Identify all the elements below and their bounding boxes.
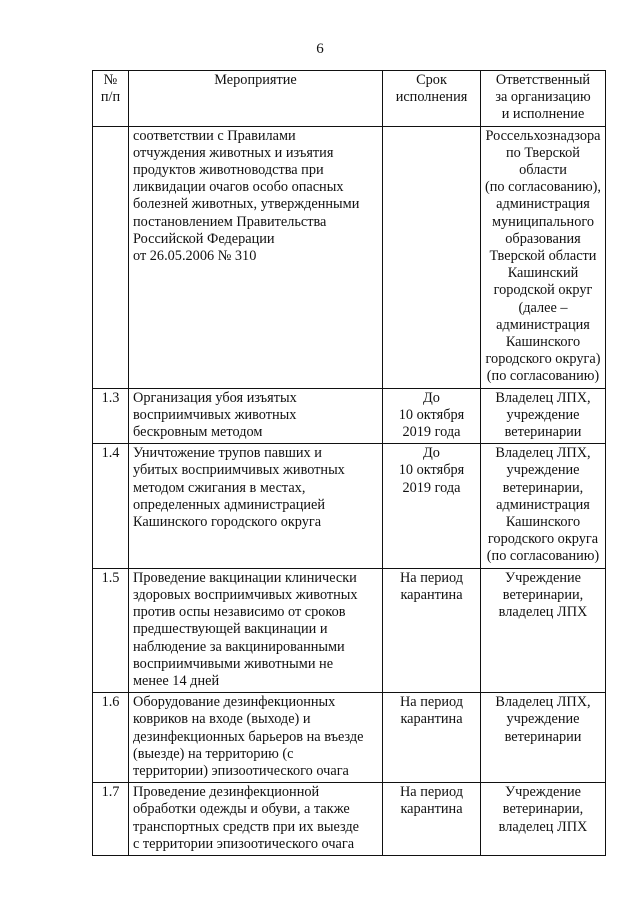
cell-line: (по согласованию)	[486, 548, 600, 565]
cell-line: 1.5	[101, 569, 120, 586]
cell-line: владелец ЛПХ	[498, 604, 588, 621]
cell-line: постановлением Правительства	[133, 213, 327, 230]
table-row	[93, 444, 606, 568]
cell-line: области	[519, 162, 567, 179]
cell-measure	[129, 126, 383, 388]
cell-measure	[129, 444, 383, 568]
cell-line: по Тверской	[506, 144, 580, 161]
cell-term	[383, 444, 481, 568]
cell-line: образования	[505, 230, 581, 247]
cell-line: методом сжигания в местах,	[133, 479, 306, 496]
cell-line: п/п	[100, 89, 121, 106]
cell-num	[93, 783, 129, 856]
cell-responsible	[481, 568, 606, 692]
cell-line: Организация убоя изъятых	[133, 389, 297, 406]
cell-responsible	[481, 693, 606, 783]
header-term	[383, 71, 481, 127]
cell-line: На период	[399, 784, 464, 801]
table-row	[93, 568, 606, 692]
cell-line: Тверской области	[489, 248, 597, 265]
cell-line: городского округа)	[485, 351, 601, 368]
cell-num	[93, 693, 129, 783]
cell-line: восприимчивыми животными не	[133, 655, 334, 672]
header-responsible	[481, 71, 606, 127]
cell-term	[383, 693, 481, 783]
table-header-row	[93, 71, 606, 127]
cell-line: 10 октября	[398, 462, 465, 479]
cell-line: за организацию	[495, 89, 591, 106]
cell-line: убитых восприимчивых животных	[133, 462, 345, 479]
cell-line: №	[103, 72, 118, 88]
cell-line: Кашинского городского округа	[133, 514, 322, 531]
table-row	[93, 126, 606, 388]
cell-line: Владелец ЛПХ,	[495, 389, 591, 406]
cell-responsible	[481, 126, 606, 388]
cell-line: Кашинского	[505, 334, 581, 351]
cell-line: 1.6	[101, 694, 120, 711]
cell-term	[383, 568, 481, 692]
cell-line: бескровным методом	[133, 424, 263, 441]
cell-line: 2019 года	[402, 424, 461, 441]
cell-line: ветеринарии	[504, 424, 582, 441]
cell-line: соответствии с Правилами	[133, 127, 296, 144]
cell-line: городской округ	[493, 282, 593, 299]
cell-line: Кашинского	[505, 514, 581, 531]
cell-line: обработки одежды и обуви, а также	[133, 801, 350, 818]
cell-responsible	[481, 388, 606, 444]
cell-line: ветеринарии,	[502, 801, 584, 818]
cell-line: Учреждение	[505, 569, 581, 586]
cell-line: наблюдение за вакцинированными	[133, 638, 345, 655]
cell-line: Владелец ЛПХ,	[495, 694, 591, 711]
cell-measure	[129, 693, 383, 783]
cell-line: отчуждения животных и изъятия	[133, 144, 334, 161]
cell-line: исполнения	[395, 89, 468, 106]
cell-line: 2019 года	[402, 479, 461, 496]
cell-line: 1.4	[101, 445, 120, 462]
cell-line: На период	[399, 569, 464, 586]
cell-line: (выезде) на территорию (с	[133, 745, 294, 762]
cell-line: карантина	[400, 711, 463, 728]
cell-line: транспортных средств при их выезде	[133, 818, 360, 835]
measures-table	[92, 70, 606, 856]
cell-line: ветеринарии,	[502, 586, 584, 603]
cell-term	[383, 388, 481, 444]
cell-line: предшествующей вакцинации и	[133, 621, 328, 638]
header-num	[93, 71, 129, 127]
cell-line: администрация	[496, 196, 590, 213]
cell-line: 10 октября	[398, 406, 465, 423]
cell-line: болезней животных, утвержденными	[133, 196, 360, 213]
header-measure	[129, 71, 383, 127]
cell-line: До	[423, 445, 440, 462]
cell-line: Учреждение	[505, 784, 581, 801]
cell-line: против оспы независимо от сроков	[133, 604, 346, 621]
cell-line: Проведение вакцинации клинически	[133, 569, 357, 586]
cell-term	[383, 783, 481, 856]
cell-responsible	[481, 783, 606, 856]
cell-line: Россельхознадзора	[485, 127, 601, 144]
cell-line: Ответственный	[495, 72, 591, 88]
cell-line: учреждение	[506, 406, 580, 423]
cell-responsible	[481, 444, 606, 568]
cell-measure	[129, 783, 383, 856]
cell-line: Российской Федерации	[133, 230, 275, 247]
cell-line: восприимчивых животных	[133, 406, 297, 423]
cell-line: с территории эпизоотического очага	[133, 835, 355, 852]
cell-line: определенных администрацией	[133, 496, 326, 513]
cell-line: администрация	[496, 316, 590, 333]
cell-line: дезинфекционных барьеров на въезде	[133, 728, 364, 745]
cell-num	[93, 126, 129, 388]
cell-line: учреждение	[506, 462, 580, 479]
cell-line: (по согласованию)	[486, 368, 600, 385]
cell-line: ветеринарии	[504, 728, 582, 745]
cell-line: Уничтожение трупов павших и	[133, 445, 322, 462]
page-number: 6	[316, 41, 324, 57]
cell-num	[93, 388, 129, 444]
cell-line: карантина	[400, 801, 463, 818]
cell-line: ковриков на входе (выходе) и	[133, 711, 311, 728]
cell-line: На период	[399, 694, 464, 711]
cell-line: продуктов животноводства при	[133, 162, 324, 179]
cell-line: Кашинский	[507, 265, 579, 282]
cell-line: Оборудование дезинфекционных	[133, 694, 336, 711]
cell-num	[93, 444, 129, 568]
cell-line: Проведение дезинфекционной	[133, 784, 320, 801]
cell-line: учреждение	[506, 711, 580, 728]
cell-line: ветеринарии,	[502, 479, 584, 496]
cell-line: здоровых восприимчивых животных	[133, 586, 358, 603]
cell-line: (по согласованию),	[485, 179, 601, 196]
cell-line: и исполнение	[501, 106, 585, 123]
cell-measure	[129, 568, 383, 692]
cell-line: муниципального	[491, 213, 595, 230]
cell-line: 1.3	[101, 389, 120, 406]
cell-line: Мероприятие	[214, 72, 297, 88]
cell-line: администрация	[496, 496, 590, 513]
cell-line: ликвидации очагов особо опасных	[133, 179, 344, 196]
cell-line: 1.7	[101, 784, 120, 801]
cell-line: городского округа	[487, 531, 599, 548]
table-row	[93, 693, 606, 783]
table-row	[93, 388, 606, 444]
cell-term	[383, 126, 481, 388]
cell-measure	[129, 388, 383, 444]
cell-line: До	[423, 389, 440, 406]
cell-line: карантина	[400, 586, 463, 603]
cell-line: владелец ЛПХ	[498, 818, 588, 835]
cell-line: территории) эпизоотического очага	[133, 762, 349, 779]
cell-num	[93, 568, 129, 692]
cell-line: от 26.05.2006 № 310	[133, 248, 257, 265]
cell-line: Владелец ЛПХ,	[495, 445, 591, 462]
cell-line: (далее –	[518, 299, 568, 316]
cell-line: менее 14 дней	[133, 672, 220, 689]
table-row	[93, 783, 606, 856]
cell-line: Срок	[416, 72, 447, 88]
